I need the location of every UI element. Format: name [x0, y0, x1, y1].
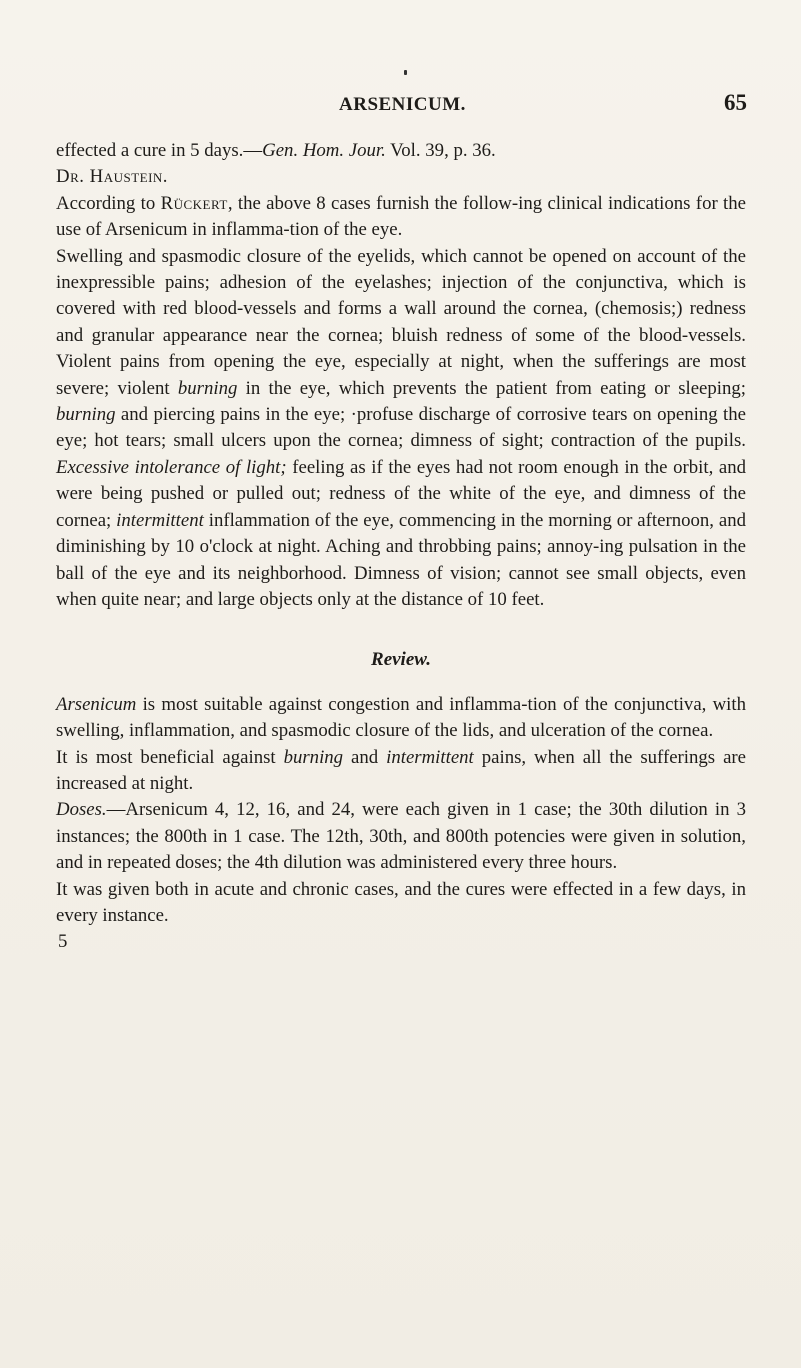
text-run: inflammation of the eye, commencing in the morning or afternoon, and diminishing by 10 o'clock at night. Aching and throbbing pains; annoy-ing pulsation in the ball of the eye and its neighborhood. Dimness of vision; cannot see small objects, even when quite near; and large objects only at the distance of 10 feet.: [56, 509, 746, 610]
section-heading-review: Review.: [371, 649, 431, 671]
source-title: Gen. Hom. Jour.: [262, 140, 386, 161]
text-run: in the eye, which prevents the patient from eating or sleeping;: [237, 377, 746, 399]
text-run: pains, when all the sufferings are increased at night.: [56, 746, 747, 794]
signature-mark: 5: [58, 931, 68, 953]
paragraph-doses: [56, 797, 746, 876]
text-run: It was given both in acute and chronic cases, and the cures were effected in a few days, in every instance.: [56, 878, 746, 926]
paragraph-conclusion: [56, 877, 746, 930]
emphasis: Arsenicum: [56, 693, 137, 715]
paragraph-review: [56, 692, 746, 745]
text-run: and piercing pains in the eye; ·profuse discharge of corrosive tears on opening the eye; hot tears; small ulcers upon the cornea; dimness of sight; contraction of the pupils.: [56, 404, 746, 452]
author-name: Dr. Haustein.: [56, 166, 168, 188]
text-run: , the above 8 cases furnish the follow-ing clinical indications for the use of Arsenicum in inflamma-tion of the eye.: [56, 192, 746, 241]
author-line: [56, 164, 746, 190]
ink-fleck: [404, 70, 407, 75]
paragraph-intro: [56, 191, 746, 244]
emphasis: burning: [177, 377, 238, 399]
text-run: It is most beneficial against: [56, 746, 284, 768]
body-text: [56, 138, 746, 956]
text-run: Vol. 39, p. 36.: [385, 140, 496, 161]
text-run: effected a cure in 5 days.—: [56, 140, 263, 161]
running-head: ARSENICUM.: [339, 94, 466, 115]
person-name: Rückert: [160, 192, 228, 214]
text-run: According to: [56, 192, 161, 214]
page-number: 65: [724, 90, 747, 115]
emphasis: burning: [56, 404, 116, 426]
text-run: and: [343, 746, 387, 768]
paragraph-citation: [56, 138, 746, 164]
emphasis: Doses.: [56, 799, 107, 821]
text-run: —Arsenicum 4, 12, 16, and 24, were each given in 1 case; the 30th dilution in 3 instances; the 800th in 1 case. The 12th, 30th, and 800th potencies were given in solution, and in repeated doses; the 4th dilution was administered every three hours.: [56, 799, 746, 874]
page-header: [0, 90, 801, 120]
paragraph-benefit: [56, 745, 746, 798]
emphasis: intermittent: [386, 746, 474, 768]
emphasis: burning: [283, 746, 344, 768]
text-run: feeling as if the eyes had not room enough in the orbit, and were being pushed or pulled out; redness of the white of the eye, and dimness of the cornea;: [56, 456, 746, 531]
emphasis: intermittent: [116, 509, 204, 531]
paragraph-symptoms: [56, 244, 746, 614]
text-run: Swelling and spasmodic closure of the eyelids, which cannot be opened on account of the inexpressible pains; adhesion of the eyelashes; injection of the conjunctiva, which is covered with red blood-vessels and forms a wall around the cornea, (chemosis;) redness and granular appearance near the cornea; bluish redness of some of the blood-vessels. Violent pains from opening the eye, especially at night, when the sufferings are most severe; violent: [56, 245, 746, 399]
text-run: is most suitable against congestion and inflamma-tion of the conjunctiva, with swelling, inflammation, and spasmodic closure of the lids, and ulceration of the cornea.: [56, 693, 746, 742]
emphasis: Excessive intolerance of light;: [56, 456, 287, 478]
